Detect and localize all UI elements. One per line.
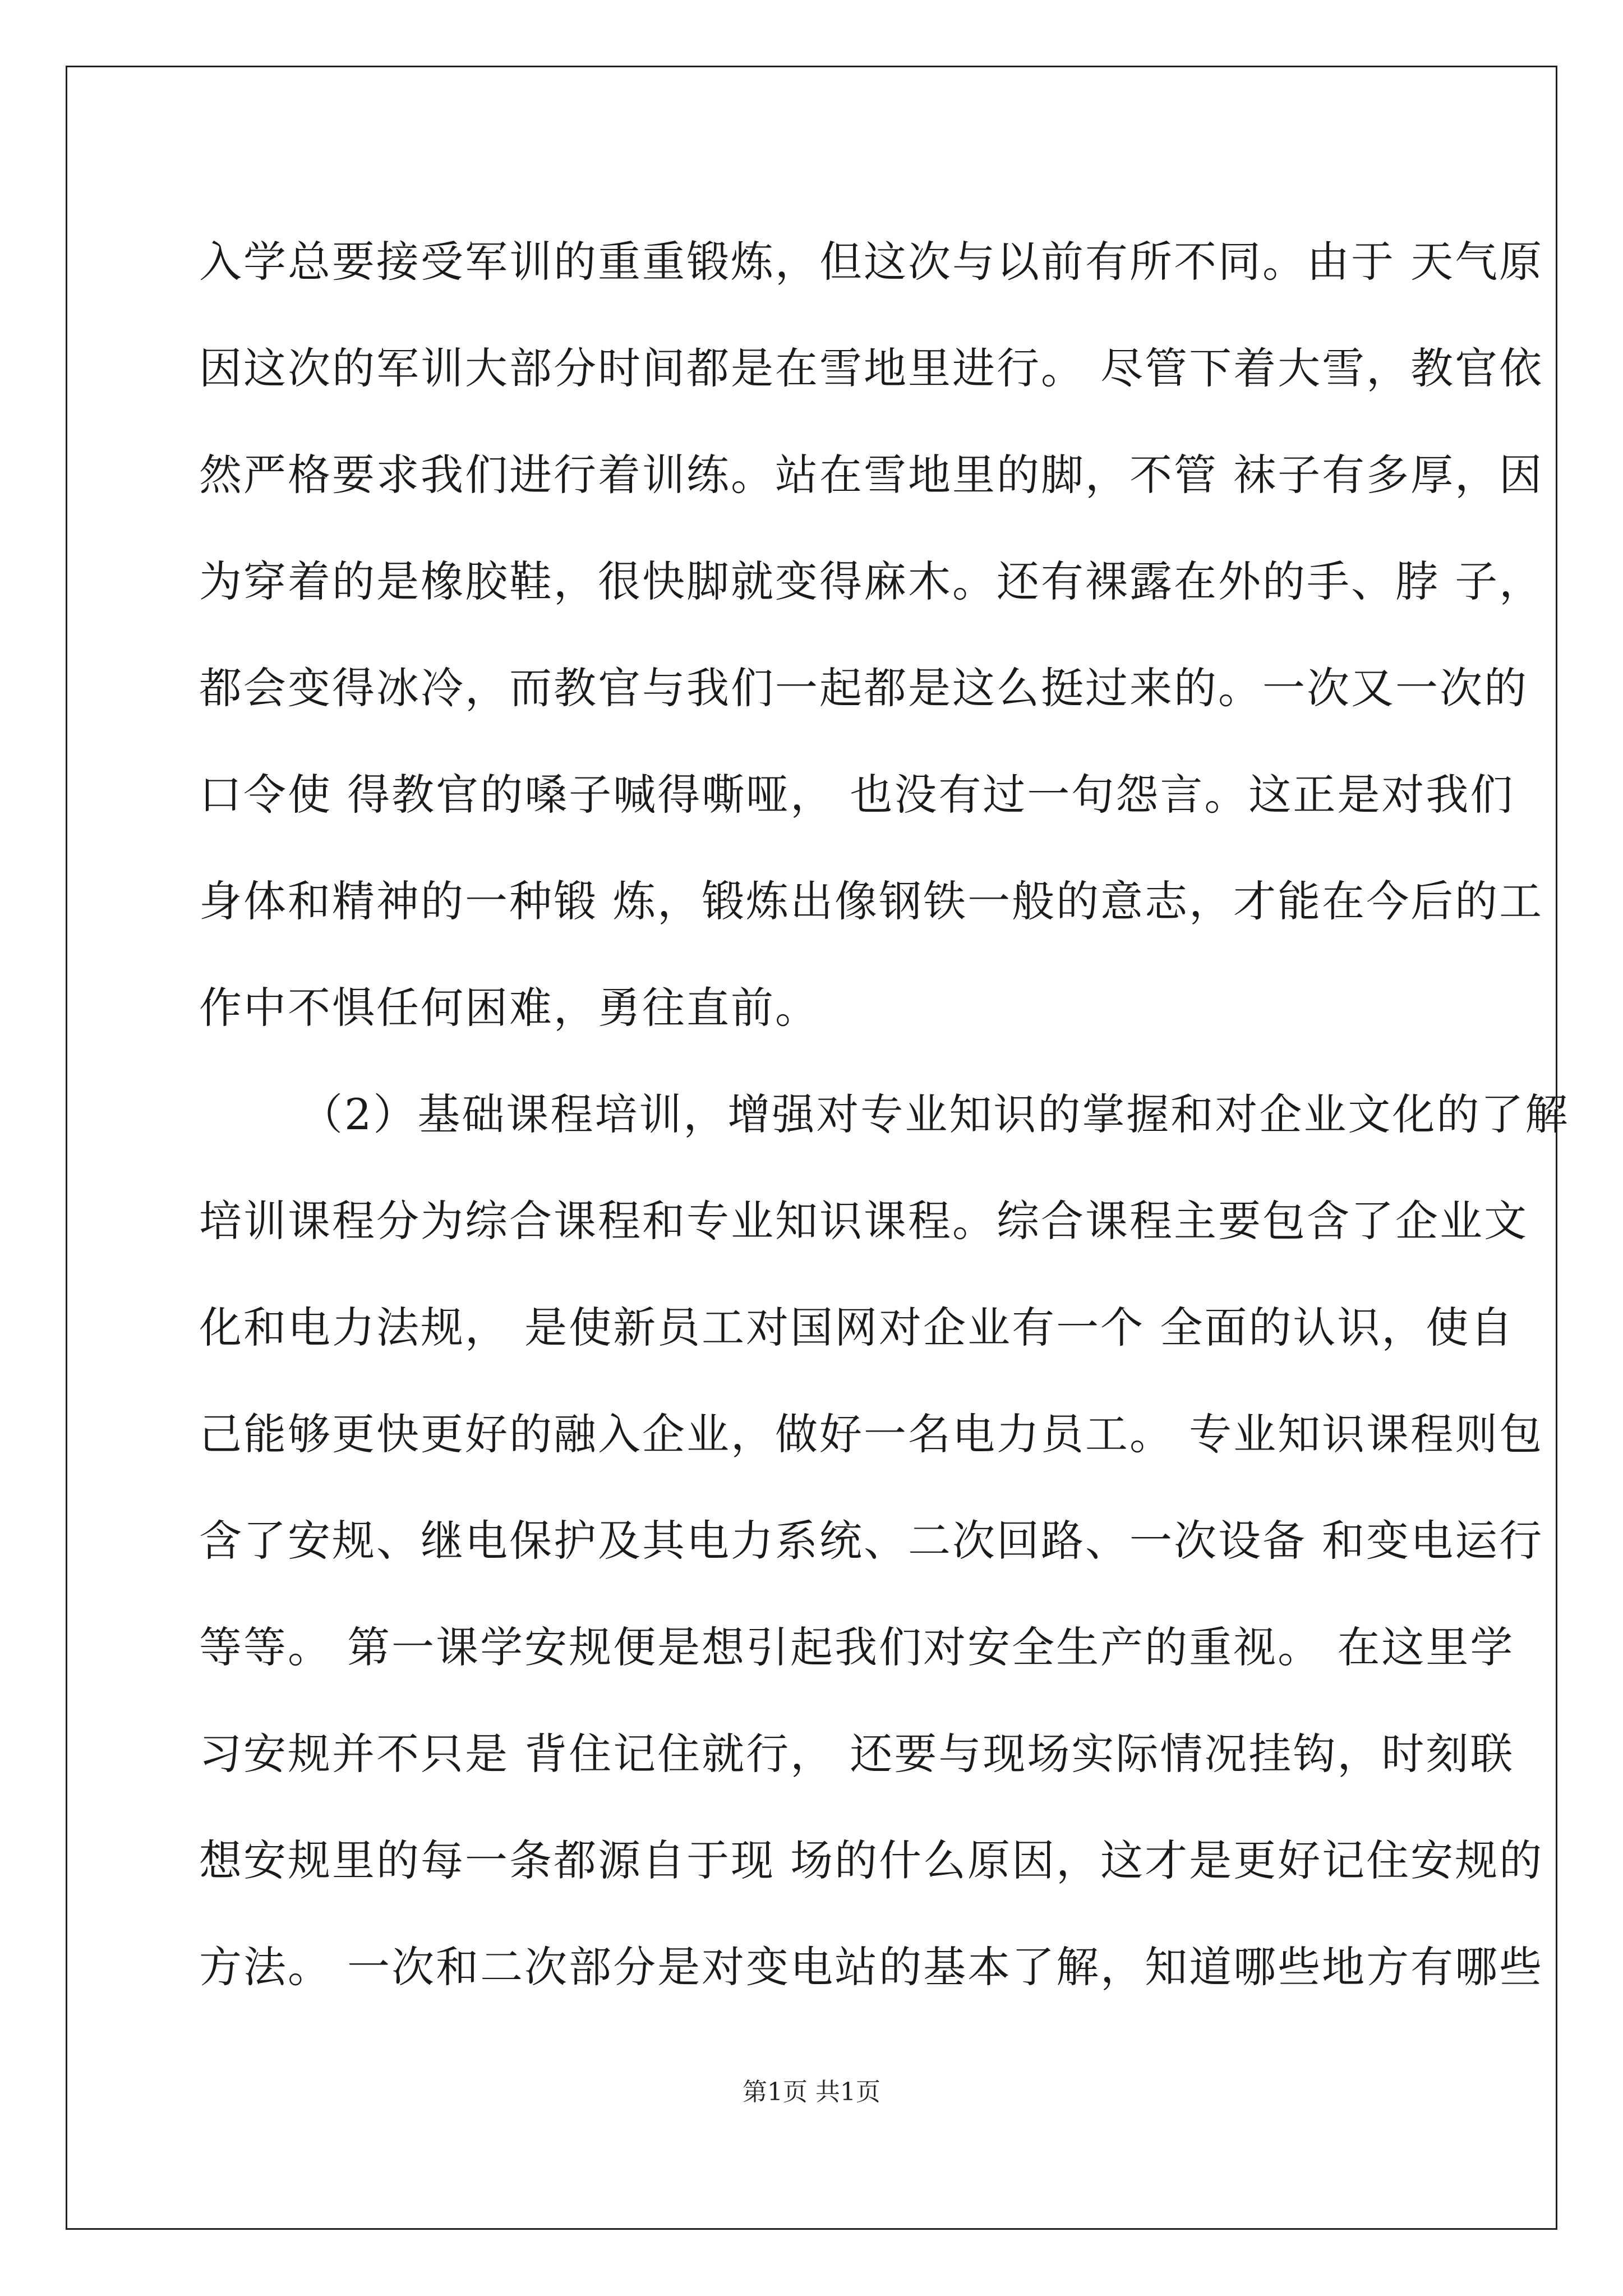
text-line: 习安规并不只是 背住记住就行， 还要与现场实际情况挂钩，时刻联 [199,1729,1515,1779]
text-line: 等等。 第一课学安规便是想引起我们对安全生产的重视。 在这里学 [199,1622,1515,1672]
text-line: 都会变得冰冷，而教官与我们一起都是这么挺过来的。一次又一次的 [199,663,1528,713]
text-line: 含了安规、继电保护及其电力系统、二次回路、一次设备 和变电运行 [199,1516,1544,1566]
body-text [199,209,1570,2021]
text-line: 己能够更快更好的融入企业，做好一名电力员工。 专业知识课程则包 [199,1409,1544,1459]
text-line: 想安规里的每一条都源自于现 场的什么原因，这才是更好记住安规的 [199,1835,1544,1885]
page-number-footer: 第1页 共1页 [743,2078,880,2106]
text-line: 然严格要求我们进行着训练。站在雪地里的脚，不管 袜子有多厚，因 [199,450,1544,500]
text-line: 为穿着的是橡胶鞋，很快脚就变得麻木。还有裸露在外的手、脖 子， [199,556,1544,606]
text-line: 因这次的军训大部分时间都是在雪地里进行。 尽管下着大雪，教官依 [199,343,1544,393]
text-line: 身体和精神的一种锻 炼，锻炼出像钢铁一般的意志，才能在今后的工 [199,876,1544,926]
text-line: 入学总要接受军训的重重锻炼，但这次与以前有所不同。由于 天气原 [199,237,1544,287]
text-line: 化和电力法规， 是使新员工对国网对企业有一个 全面的认识，使自 [199,1303,1515,1352]
section-heading: （2）基础课程培训，增强对专业知识的掌握和对企业文化的了解 [300,1089,1570,1139]
text-line: 口令使 得教官的嗓子喊得嘶哑， 也没有过一句怨言。这正是对我们 [199,770,1515,820]
text-line: 培训课程分为综合课程和专业知识课程。综合课程主要包含了企业文 [199,1196,1528,1246]
text-line: 作中不惧任何困难，勇往直前。 [199,983,819,1033]
text-line: 方法。 一次和二次部分是对变电站的基本了解，知道哪些地方有哪些 [199,1942,1544,1992]
